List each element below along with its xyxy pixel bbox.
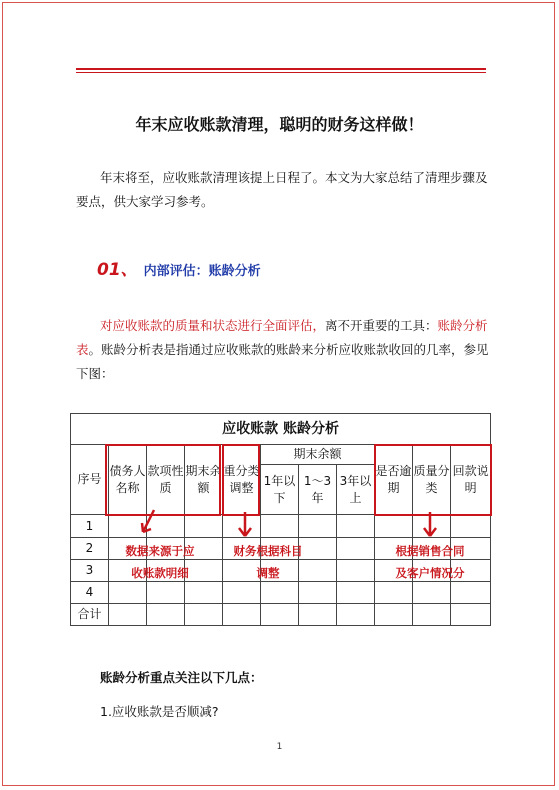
aging-paragraph xyxy=(76,314,496,386)
page-number: 1 xyxy=(276,742,283,752)
header-end-amount: 期末余额 xyxy=(185,445,223,515)
row-label: 1 xyxy=(71,515,109,537)
row-label: 2 xyxy=(71,537,109,559)
section-number: 01、 xyxy=(97,260,138,280)
intro-paragraph: 年末将至，应收账款清理该提上日程了。本文为大家总结了清理步骤及要点，供大家学习参考。 xyxy=(76,170,488,209)
section-heading xyxy=(97,255,261,280)
note-reclass-line1: 财务根据科目 xyxy=(233,544,303,558)
table-row xyxy=(71,581,491,603)
header-quality: 质量分类 xyxy=(413,445,451,515)
para-red-1: 对应收账款的质量和状态进行全面评估， xyxy=(100,318,326,333)
note-analysis xyxy=(378,540,482,584)
header-1-3y: 1～3年 xyxy=(299,465,337,515)
note-reclass-line2: 调整 xyxy=(256,566,280,580)
note-analysis-line1: 根据销售合同 xyxy=(395,544,465,558)
row-label: 4 xyxy=(71,581,109,603)
arrow-source xyxy=(138,508,158,538)
arrow-reclass xyxy=(235,510,255,540)
note-reclass xyxy=(220,540,316,584)
para-black-2: 。账龄分析表是指通过应收账款的账龄来分析应收账款收回的几率，参见下图： xyxy=(76,342,489,381)
header-rule-bottom xyxy=(76,72,486,73)
table-row xyxy=(71,603,491,625)
highlight-box-source xyxy=(105,444,221,516)
highlight-box-analysis xyxy=(374,444,492,516)
header-under-1y: 1年以下 xyxy=(261,465,299,515)
para-black-1: 离不开重要的工具： xyxy=(325,318,438,333)
row-label: 3 xyxy=(71,559,109,581)
table-title: 应收账款 账龄分析 xyxy=(71,414,491,445)
article-title: 年末应收账款清理，聪明的财务这样做！ xyxy=(135,115,424,134)
note-source xyxy=(112,540,208,584)
header-debtor: 债务人名称 xyxy=(109,445,147,515)
subheading: 账龄分析重点关注以下几点： xyxy=(100,670,263,685)
arrow-analysis xyxy=(420,510,440,540)
header-period-balance: 期末余额 xyxy=(261,445,375,465)
header-overdue: 是否逾期 xyxy=(375,445,413,515)
section-label: 内部评估：账龄分析 xyxy=(143,264,261,279)
header-rule-top xyxy=(76,68,486,70)
highlight-box-reclass xyxy=(222,444,260,516)
header-reclass: 重分类调整 xyxy=(223,445,261,515)
note-source-line1: 数据来源于应 xyxy=(125,544,195,558)
note-source-line2: 收账款明细 xyxy=(131,566,189,580)
note-analysis-line2: 及客户情况分 xyxy=(395,566,465,580)
list-item: 1.应收账款是否顺减? xyxy=(100,704,219,719)
header-nature: 款项性质 xyxy=(147,445,185,515)
header-over-3y: 3年以上 xyxy=(337,465,375,515)
para-red-2: 账龄分析表 xyxy=(76,318,488,357)
row-label: 合计 xyxy=(71,603,109,625)
header-explain: 回款说明 xyxy=(451,445,491,515)
header-seq: 序号 xyxy=(71,445,109,515)
